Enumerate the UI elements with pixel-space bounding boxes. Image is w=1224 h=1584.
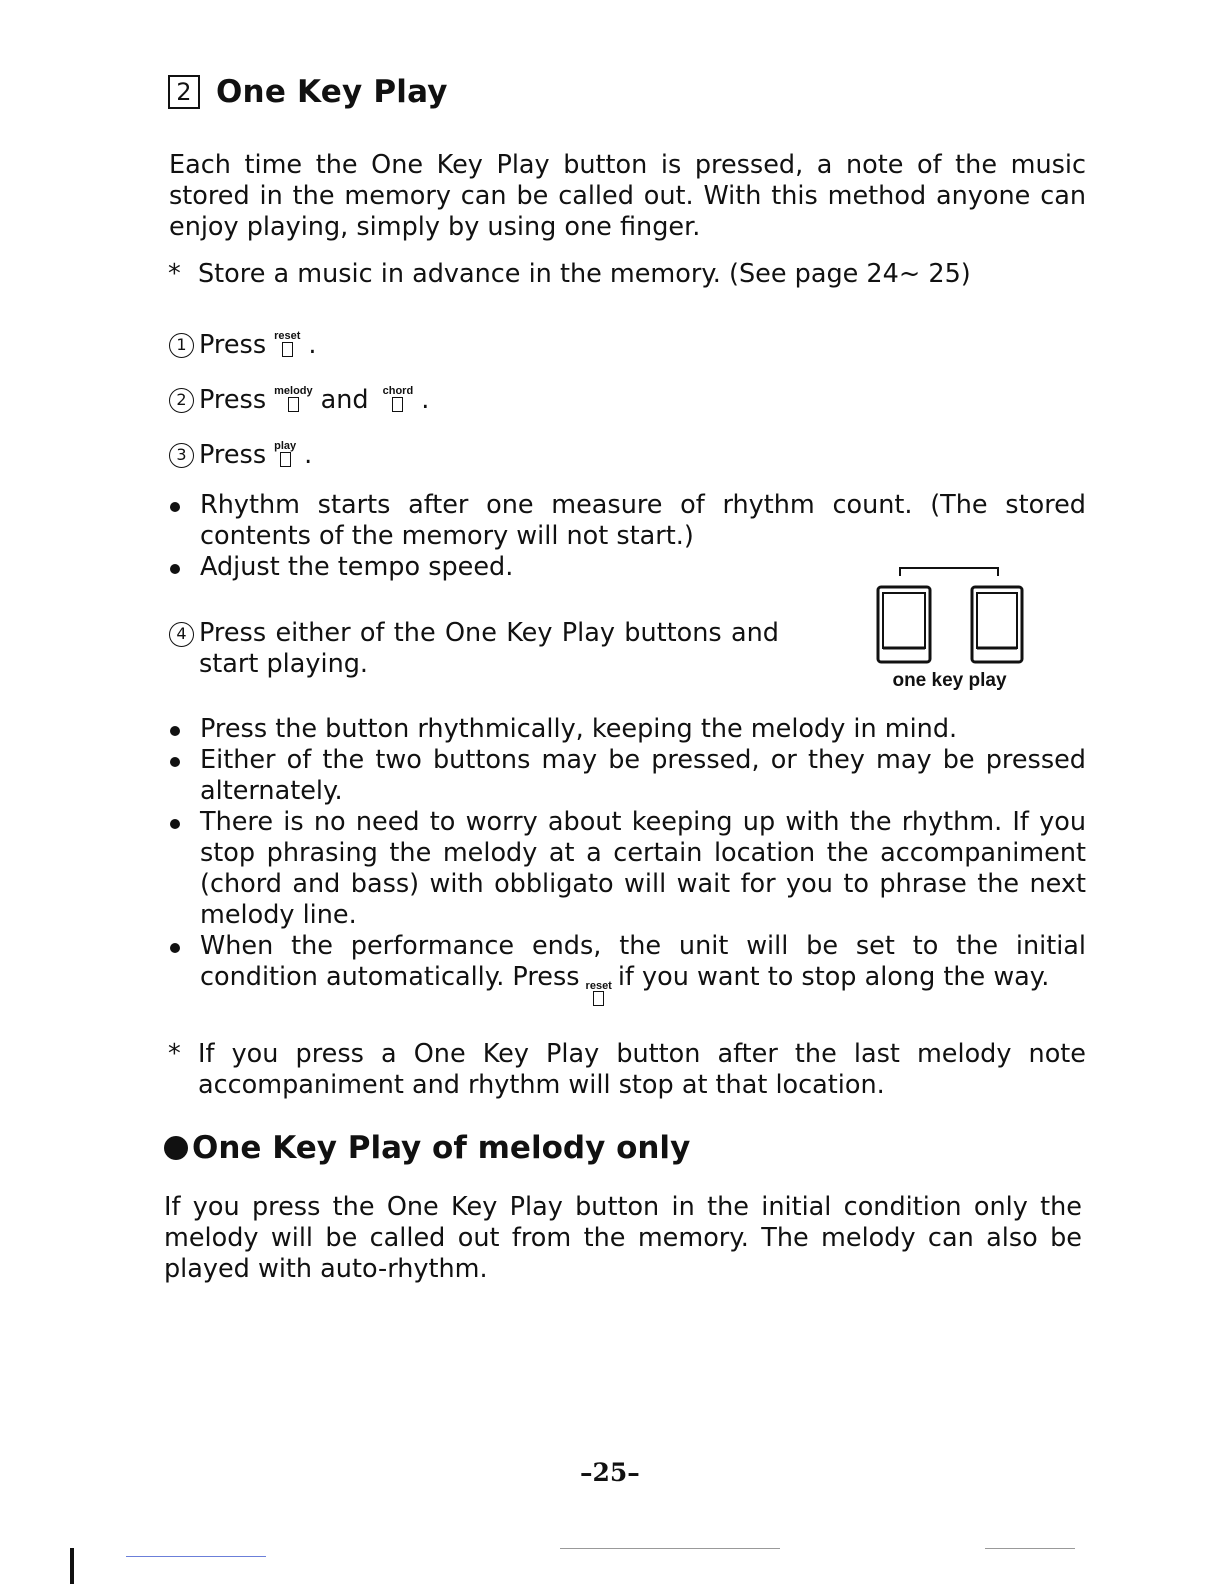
step-2 [169, 385, 429, 416]
step-1 [169, 330, 317, 361]
melody-label: melody [274, 385, 313, 397]
step-1-end: . [308, 330, 317, 360]
step-number-2: 2 [169, 388, 194, 413]
chord-button[interactable] [383, 386, 414, 416]
scan-line [985, 1548, 1075, 1549]
melody-button[interactable] [274, 386, 313, 416]
intro-paragraph: Each time the One Key Play button is pressed, a note of the music stored in the memory can be called out. With this method anyone can enjoy playing, simply by using one finger. [169, 150, 1086, 242]
scan-line [560, 1548, 780, 1549]
list-item: Rhythm starts after one measure of rhythm count. (The stored contents of the memory will not start.) [168, 490, 1086, 552]
list-item: There is no need to worry about keeping up with the rhythm. If you stop phrasing the melody at a certain location the accompaniment (chord and bass) with obbligato will wait for you to phrase the next melody line. [168, 807, 1086, 931]
step-number-4: 4 [169, 622, 194, 647]
one-key-play-right-button[interactable] [972, 587, 1022, 662]
section-title [168, 74, 448, 110]
button-icon [280, 452, 291, 467]
one-key-play-label: one key play [892, 670, 1007, 691]
step-2-end: . [421, 385, 430, 415]
scan-edge-mark [70, 1548, 74, 1584]
list-item [168, 931, 1086, 1006]
page-number: –25– [580, 1458, 640, 1487]
subsection-title-text: One Key Play of melody only [192, 1130, 691, 1166]
playing-tips-list [168, 714, 1086, 1006]
play-label: play [274, 440, 297, 452]
bracket-line [900, 568, 998, 576]
button-icon [288, 397, 299, 412]
store-note [168, 259, 1098, 290]
section-title-text: One Key Play [216, 74, 448, 110]
last-bullet-before: When the performance ends, the unit will be set to the initial condition automatically. Press [200, 931, 1086, 992]
reset-button-inline[interactable] [586, 981, 612, 1006]
reset-label: reset [585, 980, 612, 992]
asterisk-mark: * [168, 1039, 181, 1069]
last-bullet-after: if you want to stop along the way. [617, 962, 1050, 992]
subsection-paragraph: If you press the One Key Play button in the initial condition only the melody will be called out from the memory. The melody can also be played with auto-rhythm. [164, 1192, 1082, 1284]
step-number-1: 1 [169, 333, 194, 358]
step-1-press: Press [199, 330, 267, 360]
list-item: Adjust the tempo speed. [168, 552, 1086, 583]
scan-line [126, 1556, 266, 1557]
button-icon [392, 397, 403, 412]
reset-label: reset [274, 330, 301, 342]
asterisk-mark: * [168, 259, 181, 289]
step-4 [169, 618, 779, 680]
stop-note [168, 1039, 1086, 1101]
step-3-end: . [304, 440, 313, 470]
bullet-dot-icon [164, 1136, 188, 1160]
step-number-3: 3 [169, 443, 194, 468]
subsection-title [164, 1130, 690, 1166]
button-icon [593, 991, 604, 1006]
store-note-text: Store a music in advance in the memory. (See page 24~ 25) [198, 259, 971, 289]
list-item: Press the button rhythmically, keeping the melody in mind. [168, 714, 1086, 745]
step-2-and: and [320, 385, 369, 415]
list-item: Either of the two buttons may be pressed, or they may be pressed alternately. [168, 745, 1086, 807]
button-icon [282, 342, 293, 357]
one-key-play-buttons-figure [870, 560, 1030, 670]
step-3 [169, 440, 312, 471]
reset-button[interactable] [274, 331, 300, 361]
section-number-box: 2 [168, 75, 200, 109]
one-key-play-left-button[interactable] [878, 587, 930, 662]
stop-note-text: If you press a One Key Play button after the last melody note accompaniment and rhythm will stop at that location. [198, 1039, 1086, 1100]
step-3-press: Press [199, 440, 267, 470]
play-button[interactable] [274, 441, 296, 471]
step-2-press: Press [199, 385, 267, 415]
chord-label: chord [382, 385, 414, 397]
step-4-text: Press either of the One Key Play buttons and start playing. [199, 618, 779, 679]
